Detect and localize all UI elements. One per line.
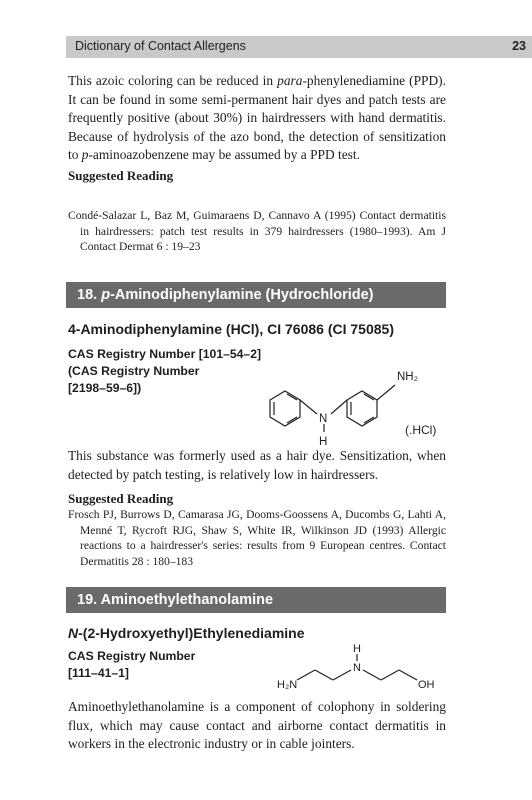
suggested-reading-heading-2: Suggested Reading bbox=[68, 491, 174, 506]
h2n-label: H₂N bbox=[277, 679, 298, 691]
nh2-label: NH₂ bbox=[397, 371, 419, 383]
section-18-title: -Aminodiphenylamine (Hydrochloride) bbox=[110, 287, 374, 303]
reference-2-text: Frosch PJ, Burrows D, Camarasa JG, Dooms-Goossens A, Ducombs G, Lahti A, Menné T, Rycroft RJG, Shaw S, White IR, Wilkinson JD (1993) Allergic reactions to a hairdresser's series: results from 9 European centres. Contact Dermatitis 28 : 180–183 bbox=[68, 508, 446, 568]
n-label: N bbox=[319, 413, 328, 425]
section-18-subtitle: 4-Aminodiphenylamine (HCl), CI 76086 (CI 75085) bbox=[68, 321, 394, 337]
intro-paragraph bbox=[68, 72, 446, 165]
aminodiphenylamine-structure bbox=[255, 355, 455, 455]
section-18-title-italic: p bbox=[101, 287, 111, 303]
cas-line-2: (CAS Registry Number bbox=[68, 364, 200, 378]
page-number: 23 bbox=[512, 39, 526, 53]
intro-text-c: -aminoazobenzene may be assumed by a PPD test. bbox=[88, 147, 360, 162]
section-19-body: Aminoethylethanolamine is a component of colophony in soldering flux, which may cause contact and airborne contact dermatitis in workers in the electronic industry or in cable jointers. bbox=[68, 699, 446, 751]
section-19-number: 19. bbox=[77, 592, 98, 608]
header-title: Dictionary of Contact Allergens bbox=[75, 39, 246, 53]
section-18-body: This substance was formerly used as a hair dye. Sensitization, when detected by patch testing, is relatively low in hairdressers. bbox=[68, 448, 446, 482]
cas-line-1: CAS Registry Number [101–54–2] bbox=[68, 347, 262, 361]
section-18-number: 18. bbox=[77, 287, 98, 303]
intro-text-b: -phenylenediamine (PPD). It can be found in some semi-permanent hair dyes and patch tests are frequently positive (about 30%) in hairdressers with hand dermatitis. Because of hydrolysis of the azo bond, the detection of sensitization to bbox=[68, 73, 446, 162]
reference-2 bbox=[68, 507, 446, 569]
hcl-salt-label: (.HCl) bbox=[405, 423, 437, 437]
intro-italic: para bbox=[277, 73, 303, 88]
cas-line-3: [2198–59–6]) bbox=[68, 381, 142, 395]
oh-label: OH bbox=[418, 679, 435, 691]
running-header bbox=[66, 36, 532, 58]
section-19-subtitle bbox=[68, 625, 305, 641]
intro-text-a: This azoic coloring can be reduced in bbox=[68, 73, 278, 88]
h-label: H bbox=[319, 436, 328, 448]
reference-1 bbox=[68, 208, 446, 255]
n-label-19: N bbox=[353, 662, 361, 674]
section-19-cas bbox=[68, 648, 195, 682]
h-label-19: H bbox=[353, 643, 361, 655]
intro-italic-2: p bbox=[81, 147, 89, 162]
section-19-banner bbox=[66, 587, 446, 613]
reference-1-text: Condé-Salazar L, Baz M, Guimaraens D, Cannavo A (1995) Contact dermatitis in hairdressers: patch test results in 379 hairdressers (1980–1993). Am J Contact Dermat 6 : 19–23 bbox=[68, 209, 446, 253]
suggested-reading-heading-1: Suggested Reading bbox=[68, 168, 174, 183]
section-18-cas bbox=[68, 346, 261, 397]
section-18-banner bbox=[66, 282, 446, 308]
cas-19-line-2: [111–41–1] bbox=[68, 666, 129, 680]
cas-19-line-1: CAS Registry Number bbox=[68, 649, 196, 663]
aminoethylethanolamine-structure bbox=[275, 640, 445, 695]
section-19-subtitle-italic: N bbox=[68, 625, 79, 641]
section-19-subtitle-rest: -(2-Hydroxyethyl)Ethylenediamine bbox=[78, 625, 305, 641]
section-19-title: Aminoethylethanolamine bbox=[100, 592, 274, 608]
